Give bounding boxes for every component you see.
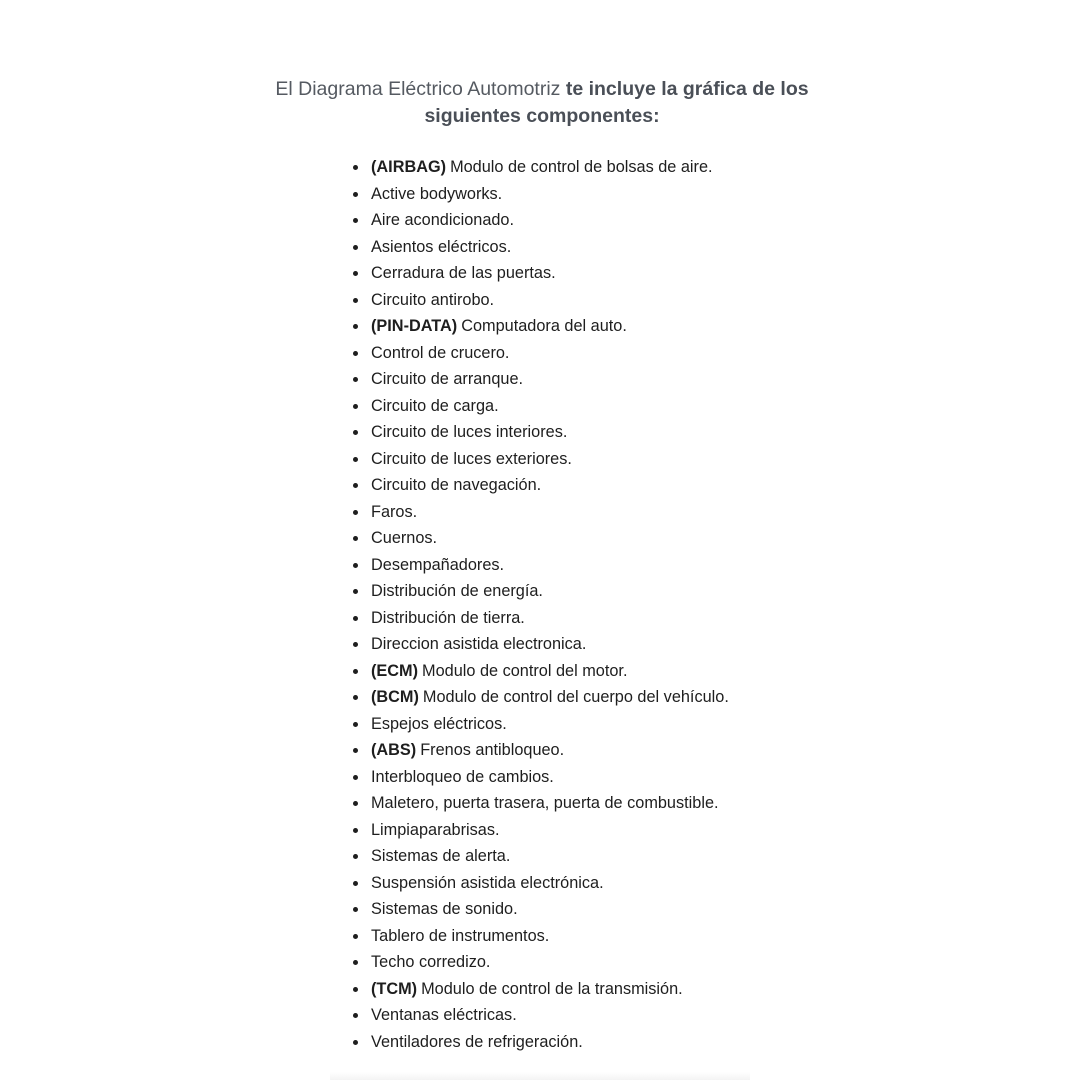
bullet-icon <box>353 563 358 568</box>
list-item <box>352 896 729 923</box>
list-item <box>352 605 729 632</box>
bullet-icon <box>353 616 358 621</box>
list-item <box>352 578 729 605</box>
bullet-icon <box>353 775 358 780</box>
bullet-icon <box>353 404 358 409</box>
component-label: Circuito de luces interiores. <box>371 423 568 441</box>
bullet-icon <box>353 589 358 594</box>
component-label: Cuernos. <box>371 529 438 547</box>
component-label: Circuito antirobo. <box>371 290 495 309</box>
component-label: Modulo de control del cuerpo del vehículo. <box>422 688 729 706</box>
component-label: Maletero, puerta trasera, puerta de combustible. <box>371 794 719 812</box>
component-label: Cerradura de las puertas. <box>371 264 556 282</box>
list-item <box>352 340 729 367</box>
bullet-icon <box>353 722 358 727</box>
component-label: Circuito de navegación. <box>371 476 542 494</box>
list-item <box>352 499 729 526</box>
bullet-icon <box>353 271 358 276</box>
list-item <box>352 313 729 340</box>
bullet-icon <box>353 748 358 753</box>
bullet-icon <box>353 907 358 912</box>
list-item <box>352 737 729 764</box>
list-item <box>352 949 729 976</box>
bottom-divider <box>330 1072 750 1080</box>
component-list <box>352 154 729 1055</box>
bullet-icon <box>353 828 358 833</box>
list-item <box>352 843 729 870</box>
bullet-icon <box>353 457 358 462</box>
bullet-icon <box>353 934 358 939</box>
bullet-icon <box>353 165 358 170</box>
bullet-icon <box>353 483 358 488</box>
component-label: Suspensión asistida electrónica. <box>371 873 604 892</box>
component-label: Tablero de instrumentos. <box>371 926 550 945</box>
list-item <box>352 923 729 950</box>
bullet-icon <box>353 218 358 223</box>
list-item <box>352 207 729 234</box>
list-item <box>352 181 729 208</box>
list-item <box>352 419 729 446</box>
list-item <box>352 552 729 579</box>
component-label: Modulo de control de la transmisión. <box>421 979 683 998</box>
bullet-icon <box>353 1040 358 1045</box>
list-item <box>352 154 729 181</box>
list-item <box>352 764 729 791</box>
list-item <box>352 1002 729 1029</box>
component-label: Techo corredizo. <box>371 953 491 971</box>
bullet-icon <box>353 536 358 541</box>
list-item <box>352 234 729 261</box>
component-label: Espejos eléctricos. <box>371 714 507 733</box>
bullet-icon <box>353 324 358 329</box>
component-label: Circuito de carga. <box>371 396 499 415</box>
bullet-icon <box>353 669 358 674</box>
component-abbreviation: (ECM) <box>371 661 419 680</box>
list-item <box>352 976 729 1003</box>
component-label: Ventiladores de refrigeración. <box>371 1032 583 1051</box>
list-item <box>352 525 729 552</box>
page-heading <box>225 76 859 130</box>
component-label: Faros. <box>371 502 418 521</box>
bullet-icon <box>353 642 358 647</box>
component-label: Asientos eléctricos. <box>371 237 512 256</box>
component-abbreviation: (AIRBAG) <box>371 158 447 176</box>
component-label: Ventanas eléctricas. <box>371 1006 517 1024</box>
bullet-icon <box>353 510 358 515</box>
component-abbreviation: (TCM) <box>371 979 418 998</box>
bullet-icon <box>353 854 358 859</box>
bullet-icon <box>353 377 358 382</box>
component-label: Desempañadores. <box>371 555 505 574</box>
list-item <box>352 287 729 314</box>
bullet-icon <box>353 351 358 356</box>
bullet-icon <box>353 881 358 886</box>
component-label: Modulo de control de bolsas de aire. <box>450 158 713 176</box>
list-item <box>352 684 729 711</box>
component-label: Direccion asistida electronica. <box>371 635 587 653</box>
bullet-icon <box>353 987 358 992</box>
component-label: Modulo de control del motor. <box>422 661 628 680</box>
component-label: Frenos antibloqueo. <box>420 741 565 759</box>
bullet-icon <box>353 801 358 806</box>
bullet-icon <box>353 695 358 700</box>
list-item <box>352 711 729 738</box>
bullet-icon <box>353 192 358 197</box>
heading-intro: El Diagrama Eléctrico Automotriz <box>275 78 561 100</box>
component-label: Control de crucero. <box>371 343 510 362</box>
list-item <box>352 366 729 393</box>
list-item <box>352 790 729 817</box>
component-label: Interbloqueo de cambios. <box>371 767 554 786</box>
heading-emphasis: te incluye la gráfica de los siguientes componentes: <box>424 78 809 127</box>
list-item <box>352 631 729 658</box>
list-item <box>352 658 729 685</box>
component-label: Circuito de arranque. <box>371 370 524 388</box>
list-item <box>352 870 729 897</box>
bullet-icon <box>353 960 358 965</box>
component-label: Active bodyworks. <box>371 184 503 203</box>
component-abbreviation: (PIN-DATA) <box>371 317 458 335</box>
list-item <box>352 1029 729 1056</box>
component-abbreviation: (BCM) <box>371 688 419 706</box>
component-label: Distribución de energía. <box>371 582 543 600</box>
component-label: Computadora del auto. <box>461 317 627 335</box>
component-label: Aire acondicionado. <box>371 211 515 229</box>
component-label: Sistemas de sonido. <box>371 900 518 918</box>
list-item <box>352 472 729 499</box>
list-item <box>352 260 729 287</box>
bullet-icon <box>353 430 358 435</box>
component-label: Sistemas de alerta. <box>371 847 511 865</box>
component-label: Distribución de tierra. <box>371 608 525 627</box>
list-item <box>352 446 729 473</box>
component-label: Limpiaparabrisas. <box>371 820 500 839</box>
list-item <box>352 393 729 420</box>
bullet-icon <box>353 245 358 250</box>
list-item <box>352 817 729 844</box>
bullet-icon <box>353 1013 358 1018</box>
component-abbreviation: (ABS) <box>371 741 417 759</box>
component-label: Circuito de luces exteriores. <box>371 449 572 468</box>
bullet-icon <box>353 298 358 303</box>
